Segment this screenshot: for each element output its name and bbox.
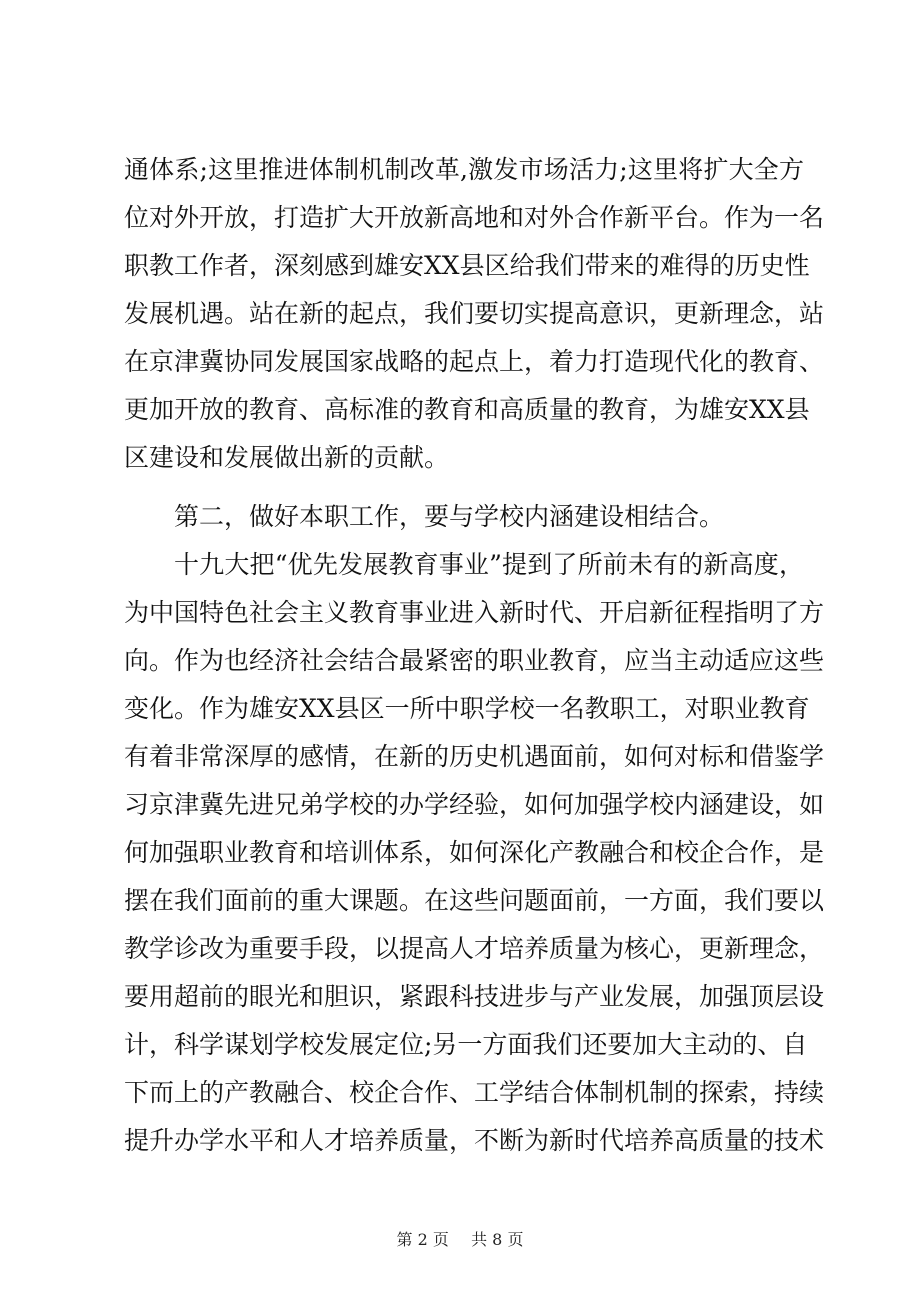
text-line: 十九大把“优先发展教育事业”提到了所前未有的新高度， [174,550,804,579]
page-total: 共 8 页 [471,1230,524,1249]
text-line: 计，科学谋划学校发展定位;另一方面我们还要加大主动的、自 [124,1030,808,1059]
text-line: 更加开放的教育、高标准的教育和高质量的教育，为雄安XX县 [124,395,810,424]
text-line: 教学诊改为重要手段，以提高人才培养质量为核心，更新理念， [124,934,825,963]
text-line: 位对外开放，打造扩大开放新高地和对外合作新平台。作为一名 [124,203,825,232]
text-line: 为中国特色社会主义教育事业进入新时代、开启新征程指明了方 [124,598,825,627]
page-footer [0,1228,920,1252]
text-line: 通体系;这里推进体制机制改革,激发市场活力;这里将扩大全方 [124,155,804,184]
text-line: 提升办学水平和人才培养质量，不断为新时代培养高质量的技术 [124,1126,825,1155]
text-line: 下而上的产教融合、校企合作、工学结合体制机制的探索，持续 [124,1078,825,1107]
text-line: 职教工作者，深刻感到雄安XX县区给我们带来的难得的历史性 [124,251,810,280]
text-line: 在京津冀协同发展国家战略的起点上，着力打造现代化的教育、 [124,347,825,376]
text-line: 区建设和发展做出新的贡献。 [124,443,450,472]
page-number: 第 2 页 [396,1230,449,1249]
text-line: 习京津冀先进兄弟学校的办学经验，如何加强学校内涵建设，如 [124,790,825,819]
text-line: 向。作为也经济社会结合最紧密的职业教育，应当主动适应这些 [124,646,825,675]
text-line: 摆在我们面前的重大课题。在这些问题面前，一方面，我们要以 [124,886,825,915]
text-line: 发展机遇。站在新的起点，我们要切实提高意识，更新理念，站 [124,299,825,328]
section-heading: 第二，做好本职工作，要与学校内涵建设相结合。 [174,502,725,531]
text-line: 要用超前的眼光和胆识，紧跟科技进步与产业发展，加强顶层设 [124,982,825,1011]
text-line: 有着非常深厚的感情，在新的历史机遇面前，如何对标和借鉴学 [124,742,825,771]
text-line: 变化。作为雄安XX县区一所中职学校一名教职工，对职业教育 [124,694,810,723]
text-line: 何加强职业教育和培训体系，如何深化产教融合和校企合作，是 [124,838,825,867]
